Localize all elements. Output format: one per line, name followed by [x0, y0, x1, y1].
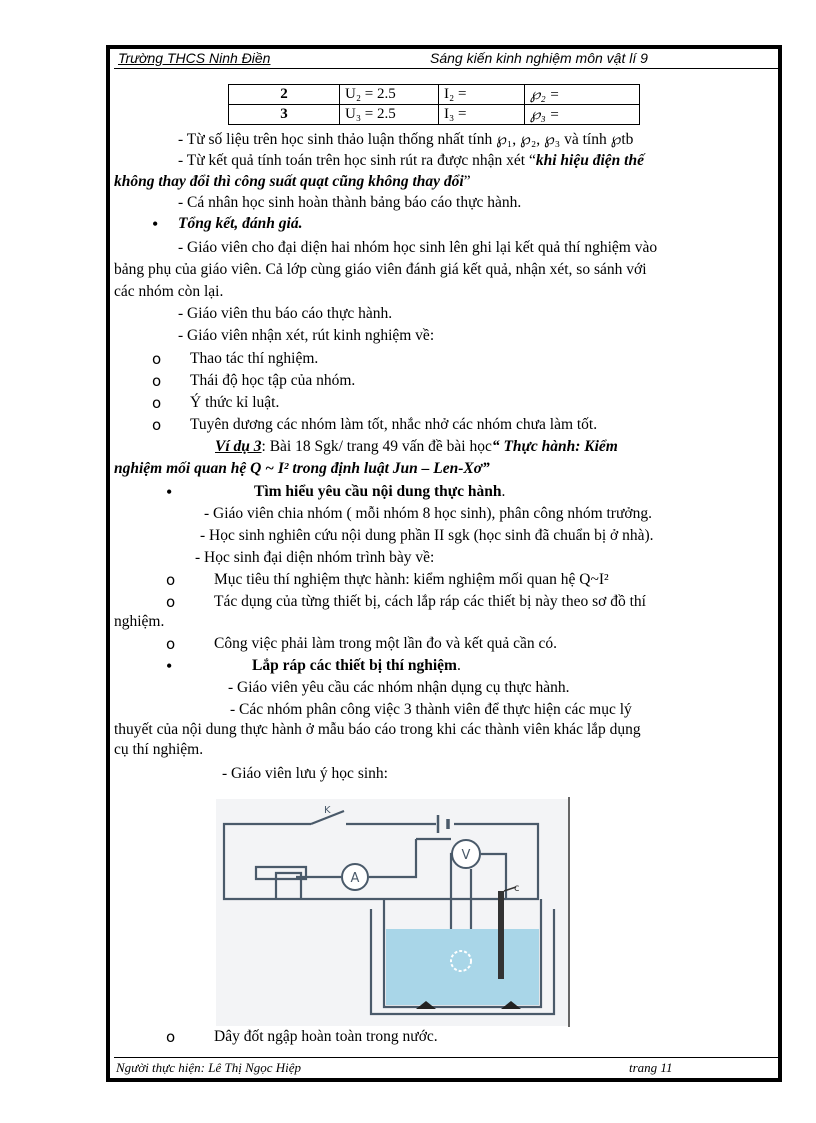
- text-line: - Cá nhân học sinh hoàn thành bảng báo cáo thực hành.: [178, 194, 522, 211]
- list-item: Tác dụng của từng thiết bị, cách lắp ráp các thiết bị này theo sơ đồ thí: [214, 593, 646, 610]
- bullet-icon: •: [166, 656, 173, 676]
- text-line: bảng phụ của giáo viên. Cả lớp cùng giáo viên đánh giá kết quả, nhận xét, so sánh với: [114, 261, 647, 278]
- circle-bullet-icon: o: [166, 635, 176, 653]
- example-title: nghiệm mối quan hệ Q ~ I² trong định luật Jun – Len-Xơ”: [114, 460, 490, 477]
- list-item: Công việc phải làm trong một lần đo và kết quả cần có.: [214, 635, 558, 652]
- thermometer: [498, 891, 504, 979]
- page-number: trang 11: [629, 1060, 673, 1075]
- section-heading: Tổng kết, đánh giá.: [178, 215, 303, 232]
- bullet-icon: •: [152, 214, 159, 234]
- text-span: .: [501, 483, 506, 500]
- table-cell: U₂ = 2.5: [340, 85, 439, 105]
- list-item: Mục tiêu thí nghiệm thực hành: kiểm nghiệm mối quan hệ Q~I²: [214, 571, 609, 588]
- section-heading: [252, 656, 461, 676]
- list-item: Ý thức kỉ luật.: [190, 394, 280, 411]
- ammeter-label: A: [350, 871, 360, 886]
- text-line: - Học sinh nghiên cứu nội dung phần II sgk (học sinh đã chuẩn bị ở nhà).: [200, 527, 654, 544]
- figure-edge-line: [568, 797, 570, 1027]
- text-line: - Giáo viên cho đại diện hai nhóm học sinh lên ghi lại kết quả thí nghiệm vào: [178, 239, 658, 256]
- heading-text: Lắp ráp các thiết bị thí nghiệm: [252, 657, 457, 674]
- voltmeter-label: V: [461, 848, 471, 863]
- table-cell: I₃ =: [439, 105, 525, 125]
- example-label: Ví dụ 3: [215, 438, 262, 455]
- text-span: : Bài 18 Sgk/ trang 49 vấn đề bài học: [261, 438, 492, 455]
- circle-bullet-icon: o: [166, 1028, 176, 1046]
- heading-text: Tìm hiểu yêu cầu nội dung thực hành: [254, 483, 502, 500]
- text-line: - Giáo viên thu báo cáo thực hành.: [178, 305, 393, 322]
- text-line: nghiệm.: [114, 613, 165, 630]
- wire: [224, 824, 538, 899]
- emphasis-text: không thay đổi thì công suất quạt cũng không thay đổi: [114, 173, 464, 190]
- circle-bullet-icon: o: [152, 350, 162, 368]
- table-cell: I₂ =: [439, 85, 525, 105]
- page-header: [114, 50, 778, 69]
- wire: [369, 839, 416, 877]
- text-line: [114, 172, 471, 192]
- list-item: Dây đốt ngập hoàn toàn trong nước.: [214, 1028, 438, 1045]
- text-line: các nhóm còn lại.: [114, 283, 224, 300]
- thermometer-label: c: [514, 883, 520, 894]
- circuit-diagram: [216, 799, 570, 1026]
- switch-label: K: [324, 805, 331, 816]
- text-span: ”: [463, 173, 471, 190]
- list-item: Thao tác thí nghiệm.: [190, 350, 319, 367]
- text-line: - Giáo viên nhận xét, rút kinh nghiệm về:: [178, 327, 435, 344]
- text-line: [178, 151, 644, 171]
- measurement-table: [228, 84, 640, 125]
- list-item: Thái độ học tập của nhóm.: [190, 372, 356, 389]
- water: [386, 929, 539, 1005]
- section-heading: [254, 482, 505, 502]
- table-cell: U₃ = 2.5: [340, 105, 439, 125]
- emphasis-text: “ Thực hành: Kiểm: [491, 438, 618, 455]
- emphasis-text: khi hiệu điện thế: [535, 152, 644, 169]
- document-subject: Sáng kiến kinh nghiệm môn vật lí 9: [430, 50, 648, 66]
- text-span: - Từ kết quả tính toán trên học sinh rút ra được nhận xét “: [178, 152, 536, 169]
- circle-bullet-icon: o: [152, 372, 162, 390]
- list-item: Tuyên dương các nhóm làm tốt, nhắc nhở các nhóm chưa làm tốt.: [190, 416, 598, 433]
- text-span: .: [456, 657, 461, 674]
- text-line: thuyết của nội dung thực hành ở mẫu báo cáo trong khi các thành viên khác lắp dụng: [114, 721, 641, 738]
- table-cell: ℘₃ =: [525, 105, 640, 125]
- text-line: - Giáo viên lưu ý học sinh:: [222, 765, 388, 782]
- table-cell: ℘₂ =: [525, 85, 640, 105]
- table-row: [229, 85, 640, 105]
- circle-bullet-icon: o: [166, 571, 176, 589]
- experiment-figure: [216, 799, 570, 1026]
- text-line: - Giáo viên chia nhóm ( mỗi nhóm 8 học sinh), phân công nhóm trưởng.: [204, 505, 652, 522]
- circle-bullet-icon: o: [152, 394, 162, 412]
- text-line: - Các nhóm phân công việc 3 thành viên để thực hiện các mục lý: [230, 701, 632, 718]
- text-line: - Từ số liệu trên học sinh thảo luận thống nhất tính ℘₁, ℘₂, ℘₃ và tính ℘tb: [178, 131, 634, 148]
- school-name: Trường THCS Ninh Điền: [118, 50, 271, 66]
- text-line: cụ thí nghiệm.: [114, 741, 204, 758]
- table-row: [229, 105, 640, 125]
- author-name: Người thực hiện: Lê Thị Ngọc Hiệp: [116, 1060, 302, 1075]
- text-line: - Giáo viên yêu cầu các nhóm nhận dụng cụ thực hành.: [228, 679, 570, 696]
- circle-bullet-icon: o: [152, 416, 162, 434]
- example-line: [215, 437, 618, 457]
- table-cell: 3: [229, 105, 340, 125]
- circle-bullet-icon: o: [166, 593, 176, 611]
- table-cell: 2: [229, 85, 340, 105]
- bullet-icon: •: [166, 482, 173, 502]
- page-footer: [114, 1057, 778, 1076]
- text-line: - Học sinh đại diện nhóm trình bày về:: [195, 549, 435, 566]
